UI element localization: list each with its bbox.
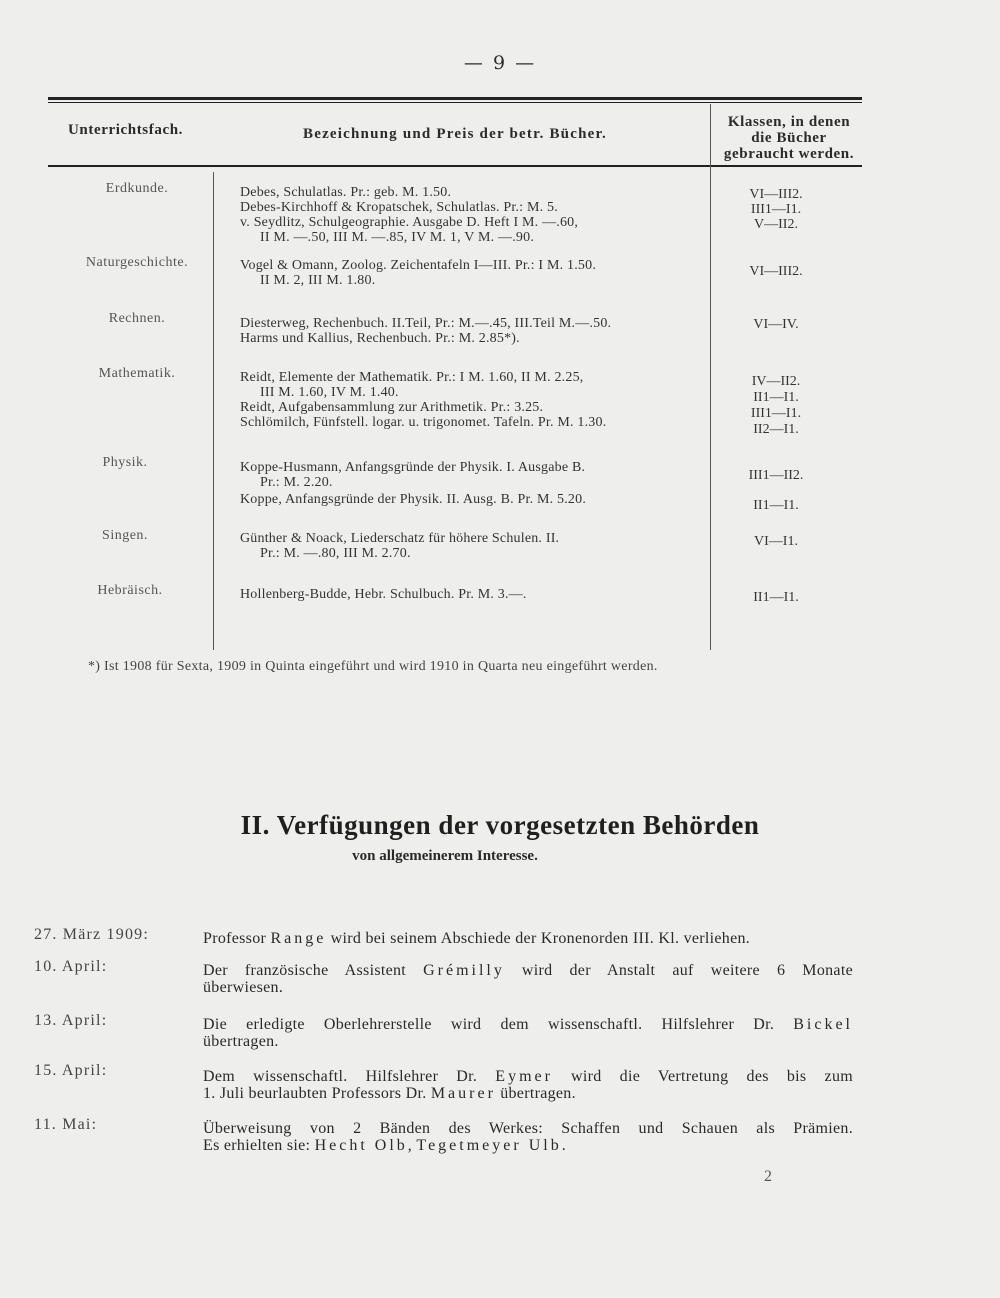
header-classes-line-2: die Bücher (751, 130, 827, 146)
subject-erdkunde: Erdkunde. (105, 181, 169, 196)
book-line: Debes, Schulatlas. Pr.: geb. M. 1.50. (240, 185, 452, 200)
entry-date: 10. April: (34, 958, 108, 975)
book-line: Pr.: M. 2.20. (260, 475, 333, 490)
header-bottom-rule (48, 165, 862, 167)
books-singen (240, 531, 710, 561)
entry-line: Professor Range wird bei seinem Abschiede der Kronenorden III. Kl. verliehen. (203, 930, 751, 947)
book-line: Koppe, Anfangsgründe der Physik. II. Ausg. B. Pr. M. 5.20. (240, 492, 587, 507)
books-rechnen (240, 316, 710, 346)
entry-line: Es erhielten sie: Hecht Olb, Tegetmeyer Ulb. (203, 1137, 566, 1154)
classes-singen (718, 534, 834, 549)
header-books: Bezeichnung und Preis der betr. Bücher. (303, 126, 607, 142)
classes-mathematik (718, 374, 834, 438)
book-line: Harms und Kallius, Rechenbuch. Pr.: M. 2.85*). (240, 331, 520, 346)
book-line: III M. 1.60, IV M. 1.40. (260, 385, 399, 400)
entry-date: 13. April: (34, 1012, 108, 1029)
entry-text (203, 962, 853, 996)
books-hebraeisch (240, 587, 710, 602)
subject-mathematik: Mathematik. (98, 366, 176, 381)
entry-date: 11. Mai: (34, 1116, 98, 1133)
entry-line: überwiesen. (203, 979, 284, 996)
classes-erdkunde (718, 187, 834, 232)
book-line: v. Seydlitz, Schulgeographie. Ausgabe D. Heft I M. —.60, (240, 215, 579, 230)
books-physik (240, 460, 710, 507)
entry-line: Der französische Assistent Grémilly wird der Anstalt auf weitere 6 Monate (203, 962, 853, 979)
entry-line: Die erledigte Oberlehrerstelle wird dem wissenschaftl. Hilfslehrer Dr. Bickel (203, 1016, 853, 1033)
subject-hebraeisch: Hebräisch. (97, 583, 163, 598)
books-naturgeschichte (240, 258, 710, 288)
class-line: II1—I1. (753, 390, 799, 405)
classes-naturgeschichte (718, 264, 834, 279)
entry-date: 15. April: (34, 1062, 108, 1079)
section-title: II. Verfügungen der vorgesetzten Behörden (240, 810, 760, 840)
class-line: VI—IV. (753, 317, 799, 332)
class-line: IV—II2. (751, 374, 801, 389)
table-top-rule-thin (48, 102, 862, 103)
header-classes (714, 114, 864, 162)
column-divider-1 (213, 172, 214, 650)
book-line: Koppe-Husmann, Anfangsgründe der Physik. I. Ausgabe B. (240, 460, 586, 475)
book-line: II M. 2, III M. 1.80. (260, 273, 376, 288)
entry-line: übertragen. (203, 1033, 279, 1050)
entry-line: Überweisung von 2 Bänden des Werkes: Schaffen und Schauen als Prämien. (203, 1120, 853, 1137)
book-line: Günther & Noack, Liederschatz für höhere Schulen. II. (240, 531, 560, 546)
header-subject: Unterrichtsfach. (68, 122, 183, 138)
classes-rechnen (718, 317, 834, 332)
book-line: Schlömilch, Fünfstell. logar. u. trigonomet. Tafeln. Pr. M. 1.30. (240, 415, 607, 430)
signature-mark: 2 (764, 1168, 772, 1185)
footnote: *) Ist 1908 für Sexta, 1909 in Quinta eingeführt und wird 1910 in Quarta neu eingeführt werden. (88, 659, 658, 674)
header-classes-line-3: gebraucht werden. (723, 146, 855, 162)
class-line: III1—I1. (750, 202, 802, 217)
book-line: Vogel & Omann, Zoolog. Zeichentafeln I—III. Pr.: I M. 1.50. (240, 258, 597, 273)
class-line: III1—I1. (750, 406, 802, 421)
subject-rechnen: Rechnen. (108, 311, 166, 326)
entry-date: 27. März 1909: (34, 926, 150, 943)
subject-naturgeschichte: Naturgeschichte. (85, 255, 189, 270)
books-mathematik (240, 370, 710, 430)
entry-line: 1. Juli beurlaubten Professors Dr. Maurer übertragen. (203, 1085, 576, 1102)
class-line: II2—I1. (753, 422, 799, 437)
classes-hebraeisch (718, 590, 834, 605)
entry-text (203, 1016, 853, 1050)
page-number: — 9 — (463, 52, 537, 74)
class-line: II1—I1. (753, 498, 799, 513)
class-line: VI—III2. (749, 187, 803, 202)
books-erdkunde (240, 185, 710, 245)
class-line: III1—II2. (748, 468, 804, 483)
entry-text (203, 1068, 853, 1102)
book-line: Reidt, Aufgabensammlung zur Arithmetik. Pr.: 3.25. (240, 400, 544, 415)
entry-text (203, 930, 853, 947)
class-line: V—II2. (754, 217, 798, 232)
book-line: Diesterweg, Rechenbuch. II.Teil, Pr.: M.—.45, III.Teil M.—.50. (240, 316, 612, 331)
classes-physik (718, 461, 834, 521)
entry-text (203, 1120, 853, 1154)
section-subtitle: von allgemeinerem Interesse. (352, 848, 538, 864)
subject-physik: Physik. (102, 455, 148, 470)
book-line: Reidt, Elemente der Mathematik. Pr.: I M. 1.60, II M. 2.25, (240, 370, 584, 385)
class-line: II1—I1. (753, 590, 799, 605)
subject-singen: Singen. (102, 528, 148, 543)
book-line: Hollenberg-Budde, Hebr. Schulbuch. Pr. M. 3.—. (240, 587, 527, 602)
class-line: VI—III2. (749, 264, 803, 279)
book-line: Pr.: M. —.80, III M. 2.70. (260, 546, 411, 561)
table-top-rule (48, 97, 862, 100)
column-divider-2 (710, 104, 711, 650)
class-line: VI—I1. (754, 534, 798, 549)
entry-line: Dem wissenschaftl. Hilfslehrer Dr. Eymer wird die Vertretung des bis zum (203, 1068, 853, 1085)
book-line: Debes-Kirchhoff & Kropatschek, Schulatlas. Pr.: M. 5. (240, 200, 558, 215)
book-line: II M. —.50, III M. —.85, IV M. 1, V M. —.90. (260, 230, 535, 245)
header-classes-line-1: Klassen, in denen (727, 114, 851, 130)
